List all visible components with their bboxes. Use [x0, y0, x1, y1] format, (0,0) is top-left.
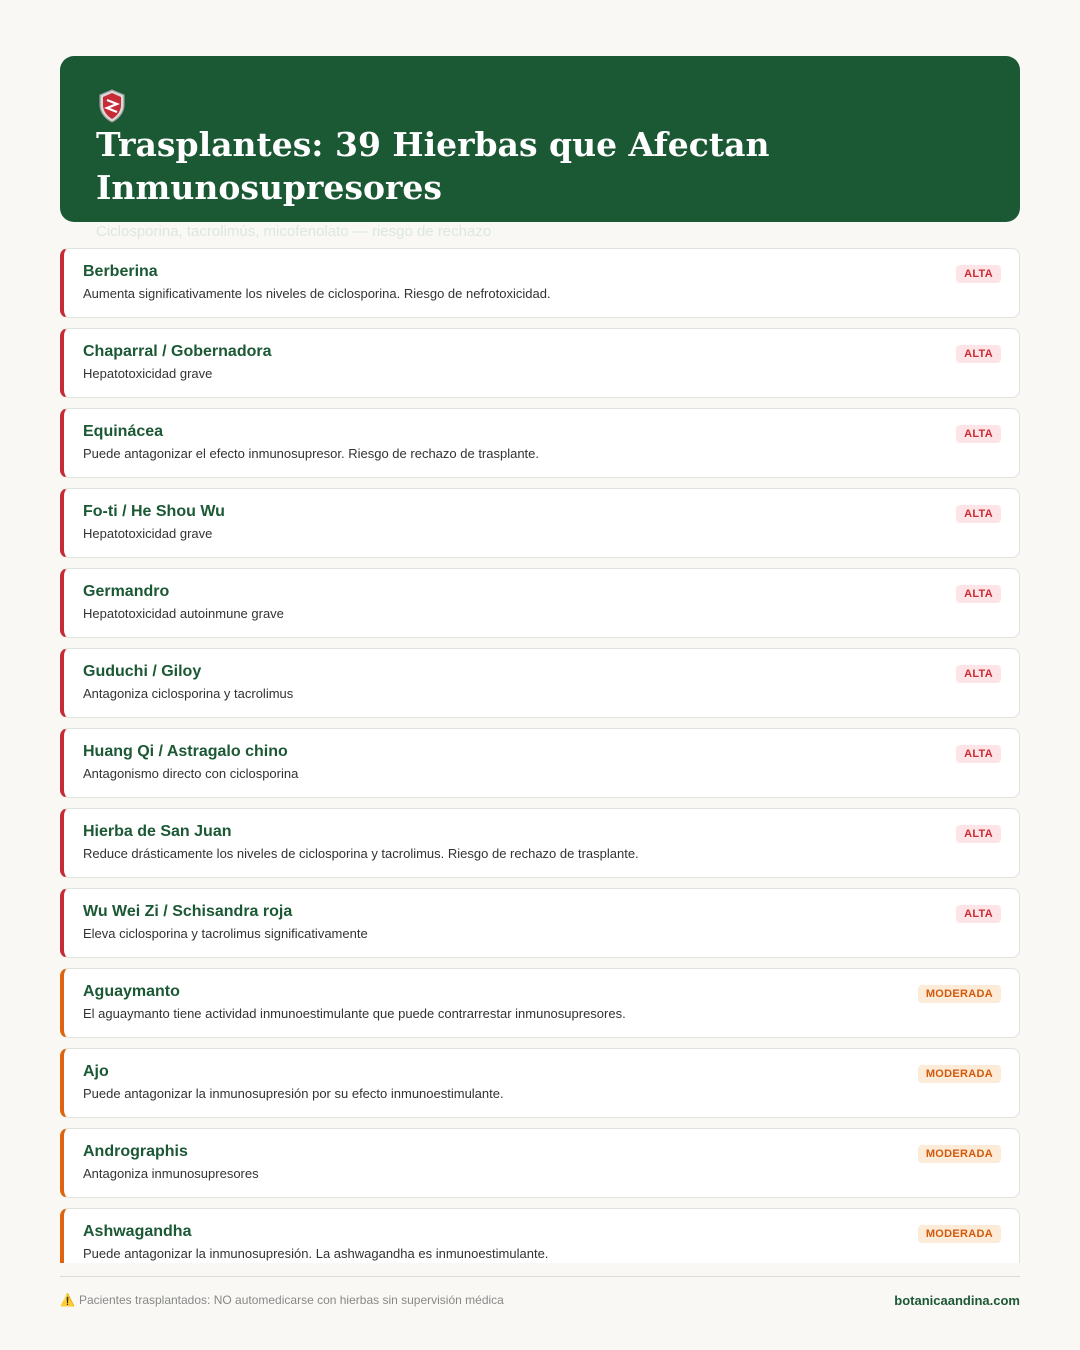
- herb-description: Antagoniza ciclosporina y tacrolimus: [83, 686, 294, 701]
- risk-badge: ALTA: [956, 905, 1001, 923]
- herb-description: El aguaymanto tiene actividad inmunoestimulante que puede contrarrestar inmunosupresores.: [83, 1006, 626, 1021]
- risk-badge: MODERADA: [918, 1145, 1001, 1163]
- herb-name: Wu Wei Zi / Schisandra roja: [83, 903, 293, 920]
- herb-card: [60, 1208, 1020, 1263]
- herb-name: Chaparral / Gobernadora: [83, 343, 272, 360]
- herb-description: Puede antagonizar la inmunosupresión por su efecto inmunoestimulante.: [83, 1086, 504, 1101]
- herb-card: [60, 888, 1020, 958]
- herb-name: Hierba de San Juan: [83, 823, 232, 840]
- herb-name: Huang Qi / Astragalo chino: [83, 743, 288, 760]
- herb-description: Eleva ciclosporina y tacrolimus significativamente: [83, 926, 368, 941]
- herb-name: Equinácea: [83, 423, 164, 440]
- risk-badge: ALTA: [956, 825, 1001, 843]
- herb-card: [60, 488, 1020, 558]
- title-text: Trasplantes: 39 Hierbas que Afectan Inmunosupresores: [96, 125, 770, 207]
- herb-name: Fo-ti / He Shou Wu: [83, 503, 225, 520]
- herb-name: Ashwagandha: [83, 1223, 192, 1240]
- herb-card: [60, 248, 1020, 318]
- herb-name: Aguaymanto: [83, 983, 180, 1000]
- herb-card: [60, 568, 1020, 638]
- herb-card: [60, 328, 1020, 398]
- footer-site-link[interactable]: botanicaandina.com: [894, 1293, 1020, 1308]
- herb-card: [60, 728, 1020, 798]
- footer-note: [60, 1293, 504, 1307]
- shield-icon: [98, 89, 126, 123]
- warning-icon: ⚠️: [60, 1293, 75, 1307]
- page-subtitle: Ciclosporina, tacrolimús, micofenolato — riesgo de rechazo: [96, 223, 492, 240]
- herb-name: Ajo: [83, 1063, 109, 1080]
- footer-divider: [60, 1276, 1020, 1277]
- herb-name: Guduchi / Giloy: [83, 663, 202, 680]
- herb-card: [60, 1128, 1020, 1198]
- herb-card: [60, 1048, 1020, 1118]
- page-header: [60, 56, 1020, 240]
- page-title: [96, 84, 984, 209]
- herb-description: Antagonismo directo con ciclosporina: [83, 766, 299, 781]
- herb-name: Berberina: [83, 263, 158, 280]
- herb-description: Aumenta significativamente los niveles de ciclosporina. Riesgo de nefrotoxicidad.: [83, 286, 551, 301]
- herb-card: [60, 408, 1020, 478]
- herb-description: Hepatotoxicidad grave: [83, 526, 213, 541]
- herb-description: Puede antagonizar el efecto inmunosupresor. Riesgo de rechazo de trasplante.: [83, 446, 540, 461]
- risk-badge: MODERADA: [918, 985, 1001, 1003]
- herb-card: [60, 968, 1020, 1038]
- herb-description: Antagoniza inmunosupresores: [83, 1166, 259, 1181]
- herb-description: Puede antagonizar la inmunosupresión. La ashwagandha es inmunoestimulante.: [83, 1246, 549, 1261]
- herb-list: [60, 248, 1020, 1263]
- risk-badge: ALTA: [956, 265, 1001, 283]
- risk-badge: ALTA: [956, 745, 1001, 763]
- herb-description: Hepatotoxicidad grave: [83, 366, 213, 381]
- herb-description: Hepatotoxicidad autoinmune grave: [83, 606, 284, 621]
- risk-badge: ALTA: [956, 345, 1001, 363]
- risk-badge: ALTA: [956, 665, 1001, 683]
- risk-badge: ALTA: [956, 505, 1001, 523]
- herb-card: [60, 808, 1020, 878]
- risk-badge: ALTA: [956, 425, 1001, 443]
- herb-name: Germandro: [83, 583, 170, 600]
- herb-card: [60, 648, 1020, 718]
- herb-description: Reduce drásticamente los niveles de ciclosporina y tacrolimus. Riesgo de rechazo de trasplante.: [83, 846, 639, 861]
- risk-badge: MODERADA: [918, 1065, 1001, 1083]
- footer-note-text: Pacientes trasplantados: NO automedicarse con hierbas sin supervisión médica: [78, 1293, 504, 1307]
- risk-badge: MODERADA: [918, 1225, 1001, 1243]
- herb-name: Andrographis: [83, 1143, 188, 1160]
- risk-badge: ALTA: [956, 585, 1001, 603]
